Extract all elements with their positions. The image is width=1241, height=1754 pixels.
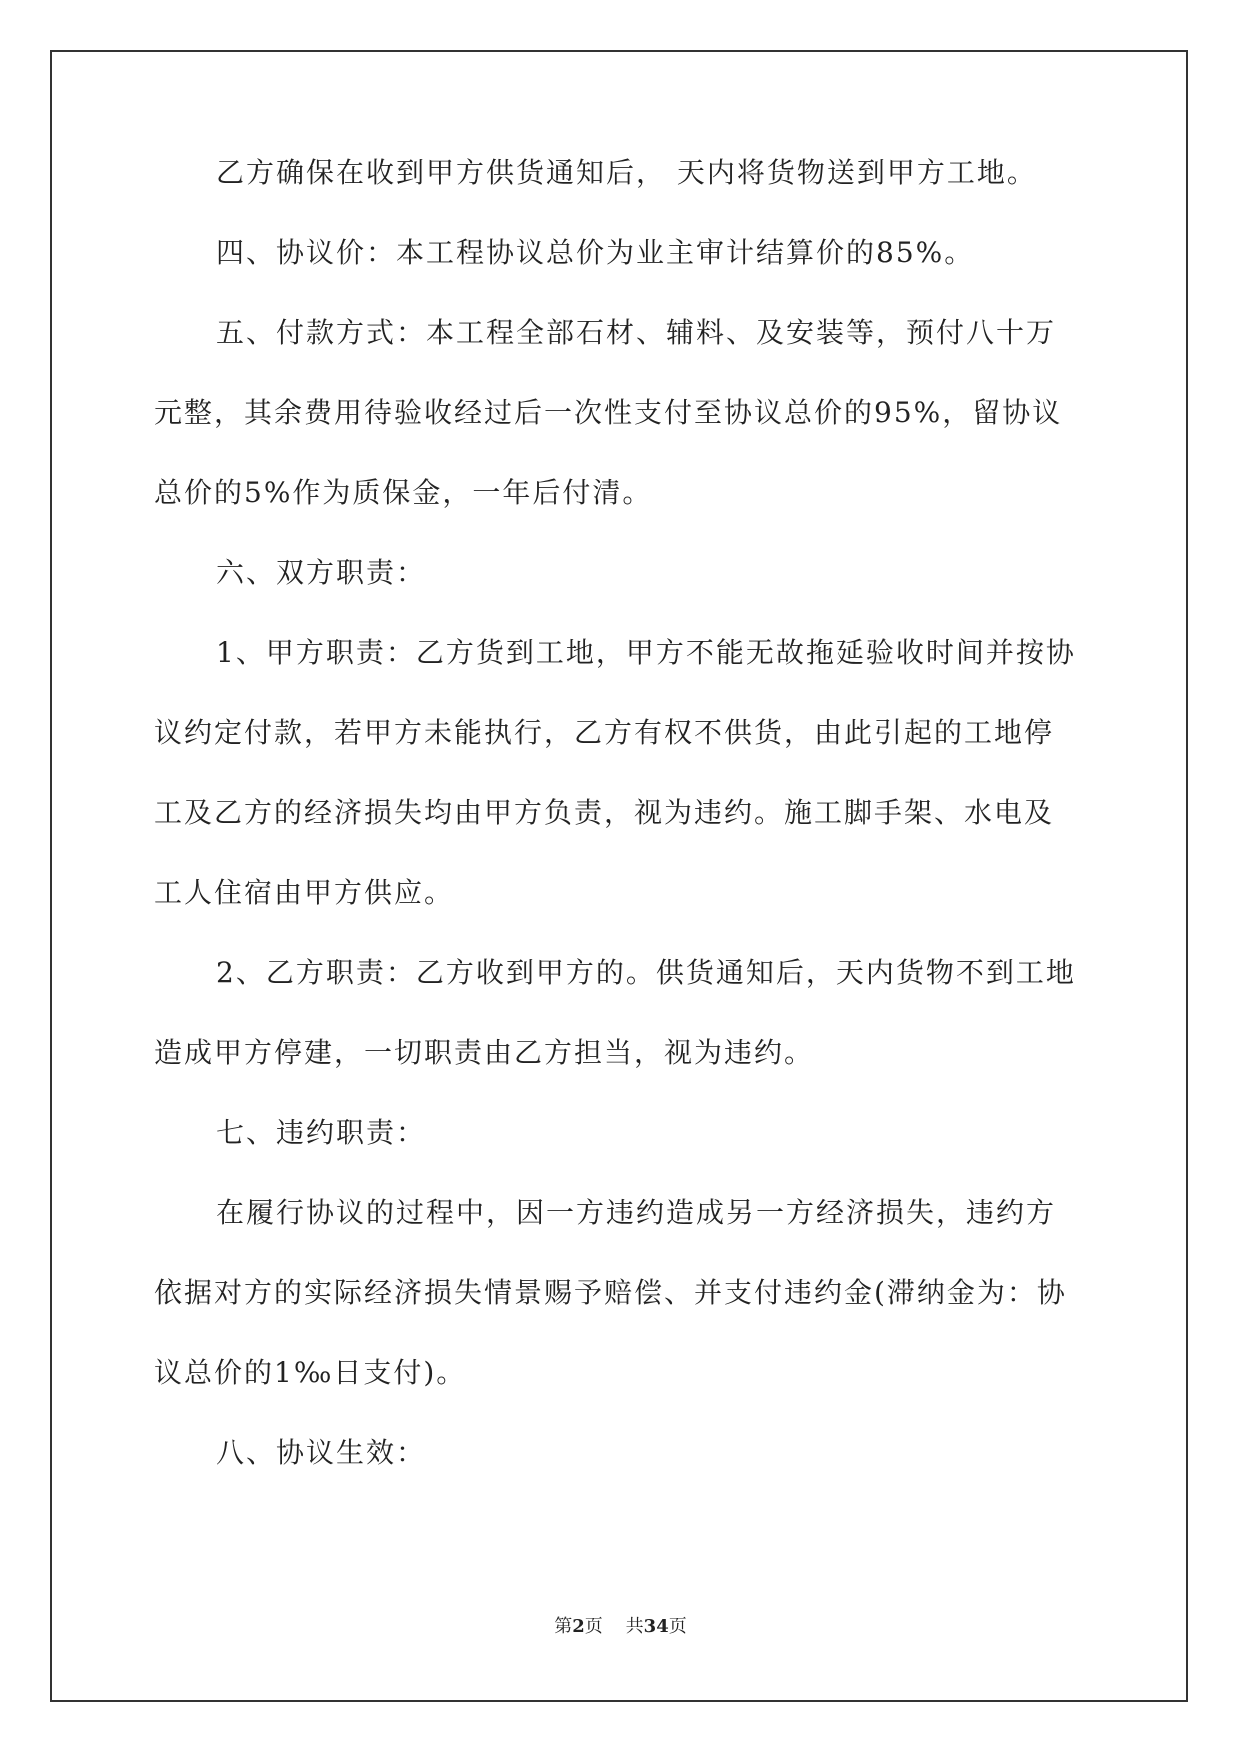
- total-pages: 34: [643, 1616, 669, 1637]
- paragraph-line: 六、双方职责：: [216, 556, 427, 589]
- paragraph-line: 议约定付款，若甲方未能执行，乙方有权不供货，由此引起的工地停: [154, 716, 1055, 749]
- paragraph-line: 元整，其余费用待验收经过后一次性支付至协议总价的95%，留协议: [154, 396, 1063, 429]
- page-footer: [0, 1615, 1241, 1639]
- page-number: 2: [572, 1616, 585, 1637]
- paragraph-line: 依据对方的实际经济损失情景赐予赔偿、并支付违约金(滞纳金为：协: [154, 1276, 1067, 1309]
- paragraph-line: 议总价的1‰日支付)。: [154, 1356, 467, 1389]
- paragraph-line: 四、协议价：本工程协议总价为业主审计结算价的85%。: [216, 236, 975, 269]
- paragraph-line: 总价的5%作为质保金，一年后付清。: [154, 476, 653, 509]
- paragraph-line: 2、乙方职责：乙方收到甲方的。供货通知后，天内货物不到工地: [216, 956, 1076, 989]
- paragraph-line: 五、付款方式：本工程全部石材、辅料、及安装等，预付八十万: [216, 316, 1057, 349]
- total-suffix: 页: [668, 1616, 687, 1637]
- paragraph-line: 工人住宿由甲方供应。: [154, 876, 455, 909]
- total-prefix: 共: [625, 1616, 644, 1637]
- page-prefix: 第: [554, 1616, 573, 1637]
- paragraph-line: 造成甲方停建，一切职责由乙方担当，视为违约。: [154, 1036, 815, 1069]
- paragraph-line: 工及乙方的经济损失均由甲方负责，视为违约。施工脚手架、水电及: [154, 796, 1055, 829]
- paragraph-line: 在履行协议的过程中，因一方违约造成另一方经济损失，违约方: [216, 1196, 1057, 1229]
- page-suffix: 页: [584, 1616, 603, 1637]
- paragraph-line: 七、违约职责：: [216, 1116, 427, 1149]
- paragraph-line: 乙方确保在收到甲方供货通知后， 天内将货物送到甲方工地。: [216, 156, 1037, 189]
- paragraph-line: 八、协议生效：: [216, 1436, 427, 1469]
- paragraph-line: 1、甲方职责：乙方货到工地，甲方不能无故拖延验收时间并按协: [216, 636, 1076, 669]
